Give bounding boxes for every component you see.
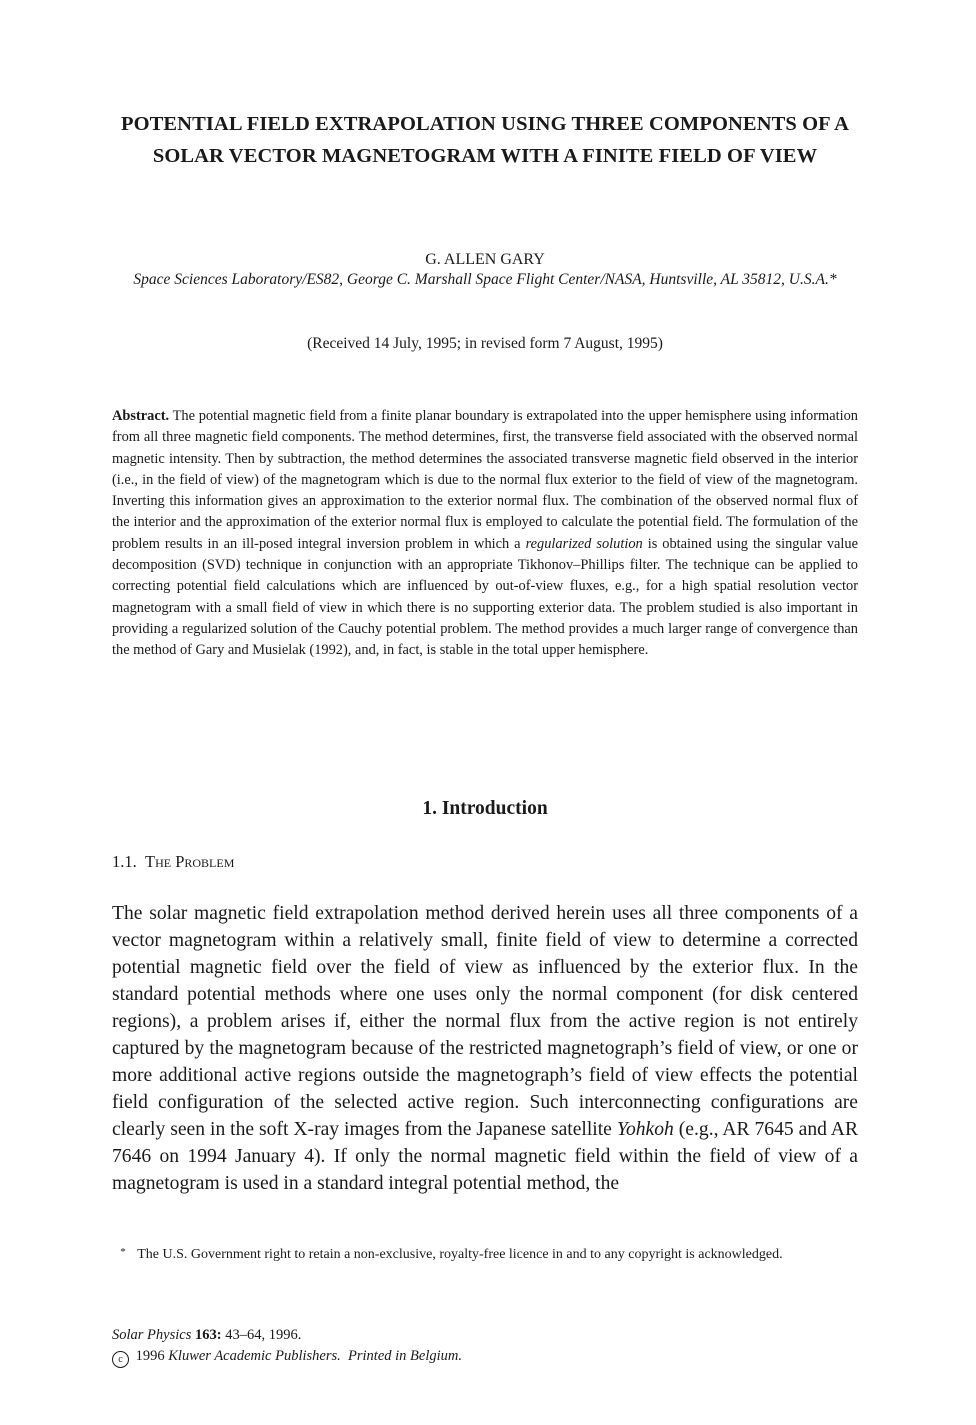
abstract-text-part-1: The potential magnetic field from a finite planar boundary is extrapolated into the upper hemisphere using information from all three magnetic field components. The method determines, first, the transverse field associated with the observed normal magnetic intensity. Then by subtraction, the method determines the associated transverse magnetic field observed in the interior (i.e., in the field of view) of the magnetogram which is due to the normal flux exterior to the field of view of the magnetogram. Inverting this information gives an approximation to the exterior normal flux. The combination of the observed normal flux of the interior and the approximation of the exterior normal flux is employed to calculate the potential field. The formulation of the problem results in an ill-posed integral inversion problem in which a: [112, 408, 858, 552]
body-paragraph: [112, 900, 858, 1197]
section-heading: [112, 796, 858, 822]
printed-in: Printed in Belgium.: [348, 1348, 462, 1364]
subsection-title: The Problem: [145, 852, 235, 871]
received-dates: (Received 14 July, 1995; in revised form 7 August, 1995): [307, 335, 663, 352]
body-text-part-1: The solar magnetic field extrapolation method derived herein uses all three components of a vector magnetogram within a relatively small, finite field of view to determine a corrected potential magnetic field over the field of view as influenced by the exterior flux. In the standard potential methods where one uses only the normal component (for disk centered regions), a problem arises if, either the normal flux from the active region is not entirely captured by the magnetogram because of the restricted magnetograph’s field of view, or one or more additional active regions outside the magnetograph’s field of view effects the potential field configuration of the selected active region. Such interconnecting configurations are clearly seen in the soft X-ray images from the Japanese satellite: [112, 903, 858, 1140]
footnote: [112, 1244, 858, 1265]
copyright-line: [112, 1346, 858, 1368]
journal-volume: 163:: [194, 1327, 222, 1343]
abstract-label: Abstract.: [112, 408, 170, 424]
journal-name: Solar Physics: [112, 1327, 192, 1343]
section-number: 1.: [422, 798, 437, 819]
subsection-heading: [112, 851, 858, 873]
section-title: Introduction: [441, 798, 548, 819]
footnote-mark: *: [120, 1246, 126, 1258]
subsection-number: 1.1.: [112, 852, 137, 871]
copyright-icon: c: [112, 1351, 129, 1368]
abstract-emphasis: regularized solution: [525, 535, 643, 552]
body-emphasis: Yohkoh: [616, 1119, 674, 1140]
author-affiliation: Space Sciences Laboratory/ES82, George C. Marshall Space Flight Center/NASA, Huntsville, AL 35812, U.S.A.*: [133, 271, 837, 288]
paper-title: POTENTIAL FIELD EXTRAPOLATION USING THREE COMPONENTS OF A SOLAR VECTOR MAGNETOGRAM WITH A FINITE FIELD OF VIEW: [120, 113, 850, 167]
abstract: [112, 406, 858, 662]
copyright-text: 1996 Kluwer Academic Publishers.: [135, 1348, 341, 1364]
body-text-part-2: (e.g., AR 7645 and AR 7646 on 1994 January 4). If only the normal magnetic field within the field of view of a magnetogram is used in a standard integral potential method, the: [112, 1119, 859, 1194]
author-name: G. ALLEN GARY: [425, 251, 545, 268]
journal-pages: 43–64, 1996.: [225, 1327, 302, 1343]
abstract-text-part-2: is obtained using the singular value decomposition (SVD) technique in conjunction with an appropriate Tikhonov–Phillips filter. The technique can be applied to correcting potential field calculations which are influenced by out-of-view fluxes, e.g., for a high spatial resolution vector magnetogram with a small field of view in which there is no supporting exterior data. The problem studied is also important in providing a regularized solution of the Cauchy potential problem. The method provides a much larger range of convergence than the method of Gary and Musielak (1992), and, in fact, is stable in the total upper hemisphere.: [112, 535, 859, 659]
journal-citation: [112, 1325, 858, 1345]
footnote-text: The U.S. Government right to retain a non-exclusive, royalty-free licence in and to any copyright is acknowledged.: [137, 1247, 783, 1262]
